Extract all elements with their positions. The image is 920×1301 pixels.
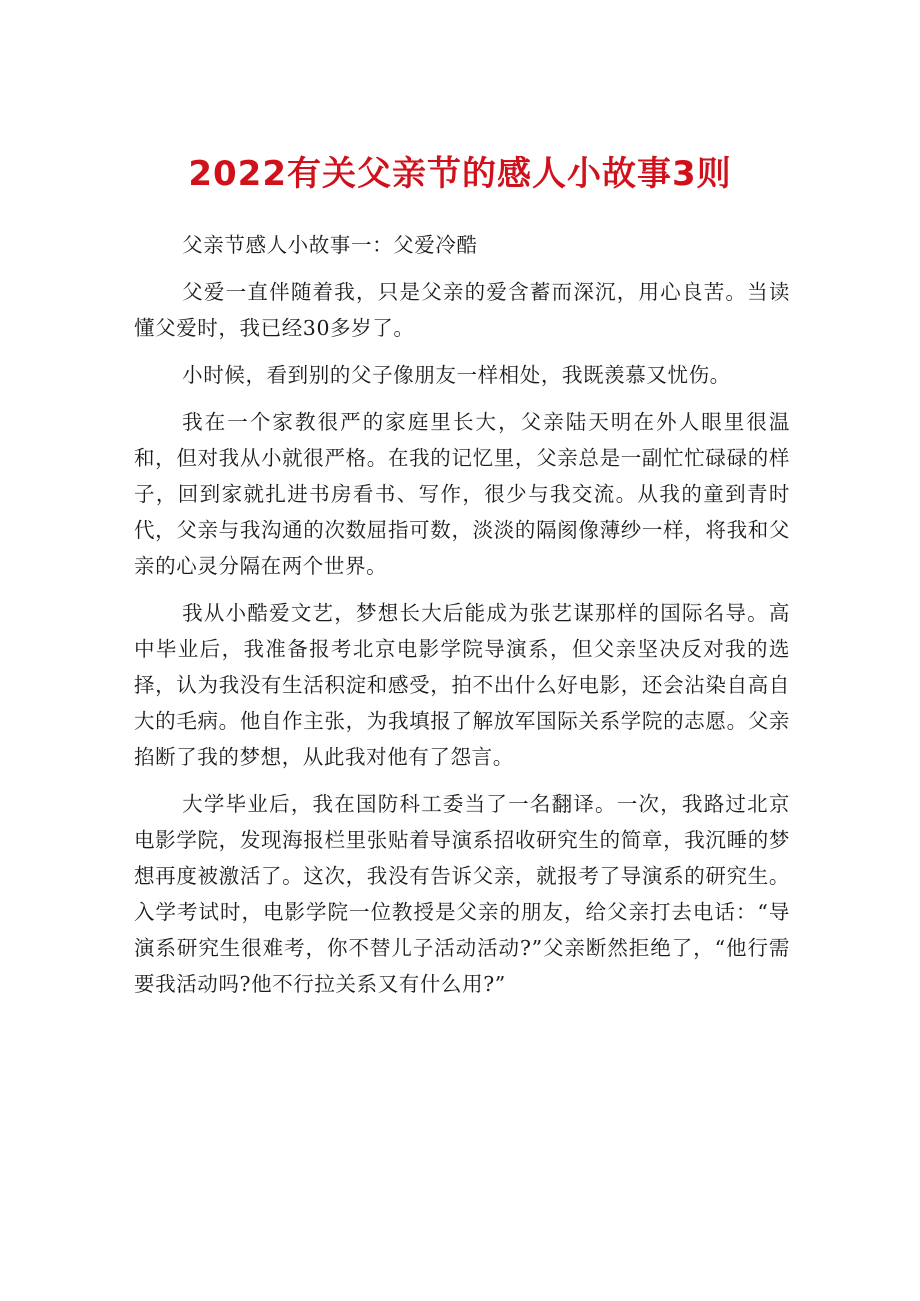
paragraph: 大学毕业后，我在国防科工委当了一名翻译。一次，我路过北京电影学院，发现海报栏里张贴着导演系招收研究生的简章，我沉睡的梦想再度被激活了。这次，我没有告诉父亲，就报考了导演系的研究生。入学考试时，电影学院一位教授是父亲的朋友，给父亲打去电话：“导演系研究生很难考，你不替儿子活动活动?”父亲断然拒绝了，“他行需要我活动吗?他不行拉关系又有什么用?” <box>134 792 790 996</box>
paragraph: 我在一个家教很严的家庭里长大，父亲陆天明在外人眼里很温和，但对我从小就很严格。在我的记忆里，父亲总是一副忙忙碌碌的样子，回到家就扎进书房看书、写作，很少与我交流。从我的童到青时代，父亲与我沟通的次数屈指可数，淡淡的隔阂像薄纱一样，将我和父亲的心灵分隔在两个世界。 <box>134 410 790 578</box>
section-heading: 父亲节感人小故事一：父爱冷酷 <box>182 233 478 257</box>
paragraph: 小时候，看到别的父子像朋友一样相处，我既羡慕又忧伤。 <box>182 363 731 387</box>
paragraph: 父爱一直伴随着我，只是父亲的爱含蓄而深沉，用心良苦。当读懂父爱时，我已经30多岁了。 <box>134 280 790 340</box>
page-title: 2022有关父亲节的感人小故事3则 <box>188 153 732 194</box>
paragraph: 我从小酷爱文艺，梦想长大后能成为张艺谋那样的国际名导。高中毕业后，我准备报考北京电影学院导演系，但父亲坚决反对我的选择，认为我没有生活积淀和感受，拍不出什么好电影，还会沾染自高自大的毛病。他自作主张，为我填报了解放军国际关系学院的志愿。父亲掐断了我的梦想，从此我对他有了怨言。 <box>134 601 790 769</box>
article-body <box>134 227 790 1013</box>
